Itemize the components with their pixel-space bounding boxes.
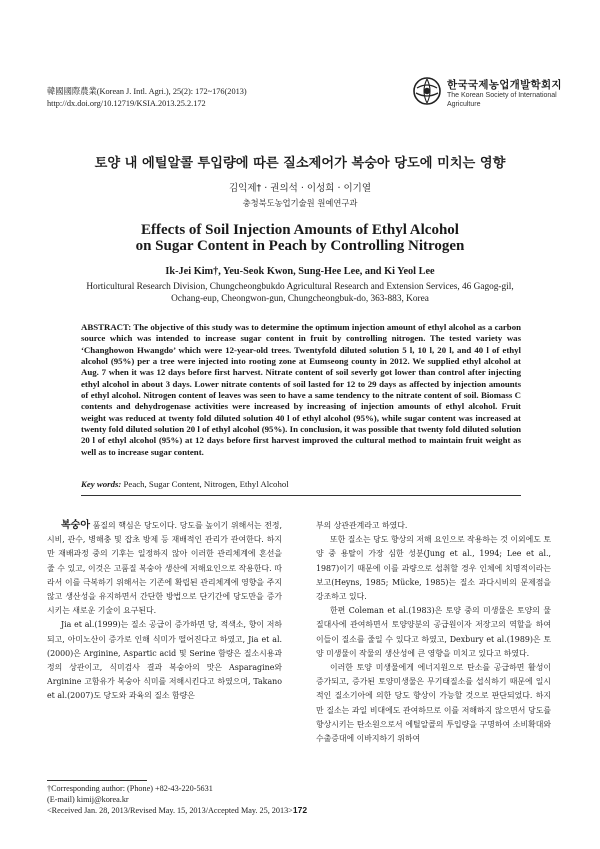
affiliation-korean: 충청북도농업기술원 원예연구과	[242, 198, 358, 208]
footnote-corresponding: †Corresponding author: (Phone) +82-43-220-5631	[47, 784, 213, 793]
body-paragraph	[47, 519, 282, 618]
abstract-text: The objective of this study was to determine the optimum injection amount of ethyl alcohol as a carbon source which was intended to increase sugar content in fruit by controlling nitrogen. The tested variety was ‘Changhowon Hwangdo’ which were 12-year-old trees. Twentyfold diluted solution 5 l, 10 l, 20 l, and 40 l of ethyl alcohol (95%) per a tree were injected into rooting zone at Eumseong county in 2012. We supplied ethyl alcohol at Aug. 7 when it was 12 days before first harvest. Nitrate content of soil severly got lower than control after injecting ethyl alcohol in about 3 days. Lower nitrate contents of soil lasted for 12 to 29 days as affected by injection amounts of ethyl alcohol. Nitrogen content of leaves was seen to have a same tendency to the nitrate content of soil. Biomass C contents and dehydrogenase activities were increased by increasing of injection amounts of ethyl alcohol. Fruit weight was reduced at twenty fold diluted solution 40 l of ethyl alcohol (95%), while sugar content was increased at twenty fold diluted solution 20 l of ethyl alcohol (95%). In conclusion, it was possible that twenty fold diluted solution 20 l of ethyl alcohol (95%) at 12 days before first harvest improved the cultural method to maintain fruit weight as well as to increase sugar content.	[81, 322, 521, 457]
affiliation-english: Horticultural Research Division, Chungcheongbukdo Agricultural Research and Extension Services, 46 Gagog-gil, Ochang-eup, Cheongwon-gun, Chungcheongbuk-do, 363-883, Korea	[86, 282, 514, 304]
footnote-dates: <Received Jan. 28, 2013/Revised May. 15, 2013/Accepted May. 25, 2013>	[47, 806, 293, 815]
section-divider	[81, 495, 521, 496]
keywords-label: Key words:	[81, 479, 122, 489]
title-english	[0, 222, 600, 254]
society-globe-logo-icon	[412, 76, 442, 106]
footnote-email[interactable]: (E-mail) kimij@korea.kr	[47, 795, 129, 804]
keywords-text: Peach, Sugar Content, Nitrogen, Ethyl Alcohol	[123, 479, 289, 489]
body-paragraph: 부의 상관관계라고 하였다.	[316, 521, 408, 530]
title-english-line1: Effects of Soil Injection Amounts of Ethyl Alcohol	[141, 222, 459, 238]
society-name-kr: 한국국제농업개발학회지	[447, 79, 562, 91]
footnote-divider	[47, 780, 147, 781]
doi-link[interactable]: http://dx.doi.org/10.12719/KSIA.2013.25.2.172	[47, 99, 206, 108]
authors-english: Ik-Jei Kim†, Yeu-Seok Kwon, Sung-Hee Lee, and Ki Yeol Lee	[165, 266, 435, 277]
society-name-en-line2: Agriculture	[447, 101, 481, 108]
body-text: 품질의 핵심은 당도이다. 당도를 높이기 위해서는 전정, 시비, 관수, 병해충 및 잡초 방제 등 재배적인 관리가 관여한다. 하지만 재배과정 중의 기후는 일정하지 않아 이러한 관리체계에 혼선을 줄 수 있고, 이것은 고품질 복숭아 생산에 저해요인으로 작용한다. 따라서 이를 극복하기 위해서는 기존에 확립된 관리체계에 영향을 주지 않고 생산성을 유지하면서 간단한 방법으로 단기간에 당도만을 증가시키는 새로운 기술이 요구된다.	[47, 521, 282, 616]
body-paragraph: Jia et al.(1999)는 질소 공급이 증가하면 당, 적색소, 향이 저하되고, 아미노산이 증가로 인해 식미가 떨어진다고 하였고, Jia et al.(2000)은 Arginine, Aspartic acid 및 Serine 함량은 질소시용과 정의 상관이고, 식미검사 결과 복숭아의 맛은 Asparagine와 Arginine 고함유가 복숭아 식미를 저해시킨다고 하였으며, Takano et al.(2007)도 당도와 과육의 질소 함량은	[47, 620, 282, 701]
abstract-label: ABSTRACT:	[81, 322, 132, 332]
journal-header	[47, 86, 247, 110]
society-name-en-line1: The Korean Society of International	[447, 92, 557, 99]
title-korean: 토양 내 에틸알콜 투입량에 따른 질소제어가 복숭아 당도에 미치는 영향	[94, 156, 506, 171]
body-paragraph: 한편 Coleman et al.(1983)은 토양 중의 미생물은 토양의 물질대사에 관여하면서 토양양분의 공급원이자 저장고의 역할을 하여 이들이 질소를 줄일 수 있다고 하였고, Dexbury et al.(1989)은 토양 미생물이 작물의 생산성에 큰 영향을 미치고 있다고 하였다.	[316, 606, 551, 658]
page-number: 172	[292, 805, 308, 815]
lead-word: 복숭아	[61, 520, 90, 531]
body-paragraph: 이러한 토양 미생물에게 에너지원으로 탄소를 공급하면 활성이 증가되고, 증가된 토양미생물은 무기태질소를 섭식하기 때문에 일시적인 질소기아에 의한 당도 향상이 가능할 것으로 판단되었다. 하지만 질소는 과일 비대에도 관여하므로 이를 저해하지 않으면서 당도를 향상시키는 탄소원으로서 에틸알콜의 투입량을 구명하여 소비확대와 수출증대에 이바지하기 위하여	[316, 663, 551, 744]
society-name-en	[447, 91, 557, 109]
body-column-right	[316, 519, 551, 746]
society-logo	[412, 76, 562, 116]
body-paragraph: 또한 질소는 당도 향상의 저해 요인으로 작용하는 것 이외에도 토양 중 용탈이 가장 심한 성분(Jung et al., 1994; Lee et al., 1987)이기 때문에 이를 과량으로 섭취할 경우 인체에 치명적이라는 보고(Heyns, 1985; Mücke, 1985)는 질소 과다시비의 문제점을 강조하고 있다.	[316, 535, 551, 602]
abstract	[81, 322, 521, 458]
body-column-left	[47, 519, 282, 704]
keywords	[81, 479, 289, 489]
title-english-line2: on Sugar Content in Peach by Controlling Nitrogen	[135, 238, 465, 254]
authors-korean: 김익제† · 권의석 · 이성희 · 이기열	[228, 183, 372, 194]
journal-citation: 韓國國際農業(Korean J. Intl. Agri.), 25(2): 172~176(2013)	[47, 87, 247, 96]
